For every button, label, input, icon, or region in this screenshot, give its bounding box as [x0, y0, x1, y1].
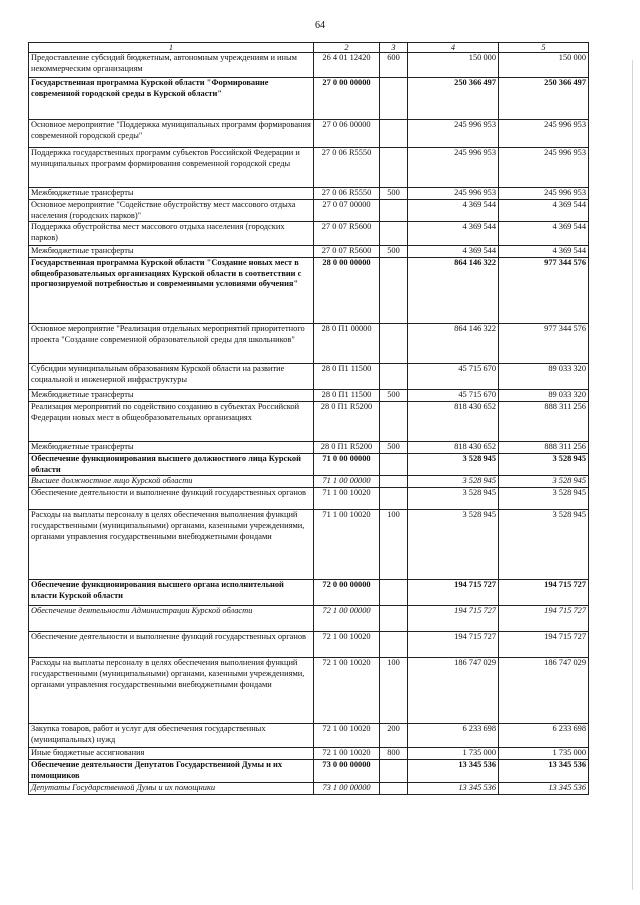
table-row — [29, 488, 589, 510]
row-code-cell: 71 0 00 00000 — [314, 454, 380, 476]
table-row — [29, 246, 589, 258]
table-row — [29, 510, 589, 580]
table-row — [29, 606, 589, 632]
table-row — [29, 120, 589, 148]
row-type-cell — [380, 454, 408, 476]
row-code-cell: 71 1 00 00000 — [314, 476, 380, 488]
row-code-cell: 72 1 00 10020 — [314, 632, 380, 658]
row-value-2020-cell: 888 311 256 — [499, 402, 589, 442]
row-name-cell: Обеспечение деятельности Администрации Курской области — [29, 606, 314, 632]
row-value-2020-cell: 4 369 544 — [499, 200, 589, 222]
table-row — [29, 782, 589, 794]
row-type-cell — [380, 402, 408, 442]
row-value-2019-cell: 4 369 544 — [408, 200, 499, 222]
table-row — [29, 188, 589, 200]
row-value-2020-cell: 194 715 727 — [499, 606, 589, 632]
row-name-cell: Расходы на выплаты персоналу в целях обеспечения выполнения функций государственными (муниципальными) органами, казенными учреждениями, органами управления государственными внебюджетными фондами — [29, 510, 314, 580]
row-value-2019-cell: 6 233 698 — [408, 724, 499, 748]
row-code-cell: 71 1 00 10020 — [314, 510, 380, 580]
header-cell: 1 — [29, 43, 314, 53]
row-code-cell: 27 0 06 R5550 — [314, 148, 380, 188]
row-name-cell: Реализация мероприятий по содействию созданию в субъектах Российской Федерации новых мест в общеобразовательных организациях — [29, 402, 314, 442]
row-value-2019-cell: 245 996 953 — [408, 120, 499, 148]
row-value-2019-cell: 45 715 670 — [408, 390, 499, 402]
row-name-cell: Государственная программа Курской области "Формирование современной городской среды в Курской области" — [29, 78, 314, 120]
row-code-cell: 27 0 07 00000 — [314, 200, 380, 222]
row-code-cell: 28 0 П1 R5200 — [314, 402, 380, 442]
row-type-cell — [380, 632, 408, 658]
row-type-cell — [380, 488, 408, 510]
row-value-2020-cell: 3 528 945 — [499, 488, 589, 510]
table-row — [29, 632, 589, 658]
row-code-cell: 28 0 П1 11500 — [314, 364, 380, 390]
row-name-cell: Иные бюджетные ассигнования — [29, 748, 314, 760]
row-name-cell: Основное мероприятие "Содействие обустройству мест массового отдыха населения (городских парков)" — [29, 200, 314, 222]
row-name-cell: Высшее должностное лицо Курской области — [29, 476, 314, 488]
row-value-2019-cell: 245 996 953 — [408, 148, 499, 188]
row-name-cell: Межбюджетные трансферты — [29, 390, 314, 402]
row-code-cell: 72 1 00 10020 — [314, 724, 380, 748]
page-number: 64 — [315, 20, 325, 31]
header-cell: 3 — [380, 43, 408, 53]
row-type-cell — [380, 148, 408, 188]
row-value-2019-cell: 818 430 652 — [408, 442, 499, 454]
row-value-2020-cell: 977 344 576 — [499, 258, 589, 324]
row-code-cell: 73 0 00 00000 — [314, 760, 380, 782]
row-name-cell: Межбюджетные трансферты — [29, 442, 314, 454]
row-value-2020-cell: 245 996 953 — [499, 188, 589, 200]
row-name-cell: Поддержка государственных программ субъектов Российской Федерации и муниципальных программ формирования современной городской среды — [29, 148, 314, 188]
row-value-2020-cell: 4 369 544 — [499, 246, 589, 258]
row-type-cell — [380, 476, 408, 488]
row-code-cell: 26 4 01 12420 — [314, 53, 380, 78]
row-name-cell: Расходы на выплаты персоналу в целях обеспечения выполнения функций государственными (муниципальными) органами, казенными учреждениями, органами управления государственными внебюджетными фондами — [29, 658, 314, 724]
row-type-cell — [380, 324, 408, 364]
row-type-cell — [380, 364, 408, 390]
table-row — [29, 53, 589, 78]
row-name-cell: Обеспечение функционирования высшего органа исполнительной власти Курской области — [29, 580, 314, 606]
row-name-cell: Обеспечение функционирования высшего должностного лица Курской области — [29, 454, 314, 476]
row-code-cell: 27 0 06 00000 — [314, 120, 380, 148]
row-value-2020-cell: 4 369 544 — [499, 222, 589, 246]
row-code-cell: 28 0 П1 11500 — [314, 390, 380, 402]
row-value-2019-cell: 245 996 953 — [408, 188, 499, 200]
row-value-2019-cell: 186 747 029 — [408, 658, 499, 724]
row-type-cell: 500 — [380, 246, 408, 258]
row-value-2019-cell: 194 715 727 — [408, 632, 499, 658]
row-value-2020-cell: 150 000 — [499, 53, 589, 78]
row-type-cell — [380, 200, 408, 222]
table-row — [29, 760, 589, 782]
row-code-cell: 72 1 00 10020 — [314, 658, 380, 724]
table-row — [29, 148, 589, 188]
row-type-cell — [380, 760, 408, 782]
row-name-cell: Обеспечение деятельности и выполнение функций государственных органов — [29, 632, 314, 658]
row-code-cell: 72 0 00 00000 — [314, 580, 380, 606]
row-value-2019-cell: 150 000 — [408, 53, 499, 78]
row-code-cell: 27 0 06 R5550 — [314, 188, 380, 200]
row-name-cell: Межбюджетные трансферты — [29, 188, 314, 200]
row-value-2019-cell: 1 735 000 — [408, 748, 499, 760]
table-row — [29, 78, 589, 120]
row-name-cell: Межбюджетные трансферты — [29, 246, 314, 258]
row-name-cell: Обеспечение деятельности Депутатов Государственной Думы и их помощников — [29, 760, 314, 782]
table-row — [29, 402, 589, 442]
table-row — [29, 724, 589, 748]
row-value-2019-cell: 13 345 536 — [408, 760, 499, 782]
table-row — [29, 748, 589, 760]
row-code-cell: 28 0 П1 00000 — [314, 324, 380, 364]
row-value-2020-cell: 194 715 727 — [499, 632, 589, 658]
scan-edge-line — [632, 60, 633, 890]
row-code-cell: 27 0 00 00000 — [314, 78, 380, 120]
row-name-cell: Предоставление субсидий бюджетным, автономным учреждениям и иным некоммерческим организациям — [29, 53, 314, 78]
row-value-2020-cell: 245 996 953 — [499, 148, 589, 188]
row-value-2019-cell: 864 146 322 — [408, 258, 499, 324]
row-code-cell: 71 1 00 10020 — [314, 488, 380, 510]
row-name-cell: Государственная программа Курской области "Создание новых мест в общеобразовательных организациях Курской области в соответствии с прогнозируемой потребностью и современными условиями обучения" — [29, 258, 314, 324]
row-name-cell: Основное мероприятие "Реализация отдельных мероприятий приоритетного проекта "Создание современной образовательной среды для школьников" — [29, 324, 314, 364]
row-value-2020-cell: 186 747 029 — [499, 658, 589, 724]
table-row — [29, 364, 589, 390]
row-name-cell: Обеспечение деятельности и выполнение функций государственных органов — [29, 488, 314, 510]
row-value-2020-cell: 89 033 320 — [499, 364, 589, 390]
row-type-cell: 500 — [380, 442, 408, 454]
header-cell: 4 — [408, 43, 499, 53]
row-value-2020-cell: 13 345 536 — [499, 760, 589, 782]
table-row — [29, 580, 589, 606]
row-value-2020-cell: 6 233 698 — [499, 724, 589, 748]
row-name-cell: Депутаты Государственной Думы и их помощники — [29, 782, 314, 794]
row-value-2020-cell: 3 528 945 — [499, 454, 589, 476]
row-value-2019-cell: 4 369 544 — [408, 222, 499, 246]
table-row — [29, 658, 589, 724]
row-value-2020-cell: 3 528 945 — [499, 476, 589, 488]
header-cell: 5 — [499, 43, 589, 53]
row-type-cell: 100 — [380, 510, 408, 580]
row-value-2019-cell: 13 345 536 — [408, 782, 499, 794]
row-type-cell — [380, 606, 408, 632]
row-type-cell: 800 — [380, 748, 408, 760]
row-name-cell: Субсидии муниципальным образованиям Курской области на развитие социальной и инженерной инфраструктуры — [29, 364, 314, 390]
row-value-2020-cell: 13 345 536 — [499, 782, 589, 794]
row-name-cell: Основное мероприятие "Поддержка муниципальных программ формирования современной городской среды" — [29, 120, 314, 148]
table-row — [29, 258, 589, 324]
table-row — [29, 222, 589, 246]
row-type-cell — [380, 258, 408, 324]
table-row — [29, 324, 589, 364]
row-value-2020-cell: 245 996 953 — [499, 120, 589, 148]
row-type-cell — [380, 580, 408, 606]
row-type-cell: 100 — [380, 658, 408, 724]
table-row — [29, 390, 589, 402]
row-value-2019-cell: 864 146 322 — [408, 324, 499, 364]
row-value-2020-cell: 1 735 000 — [499, 748, 589, 760]
row-type-cell — [380, 782, 408, 794]
row-code-cell: 28 0 00 00000 — [314, 258, 380, 324]
row-value-2019-cell: 3 528 945 — [408, 488, 499, 510]
table-header-row — [29, 43, 589, 53]
row-code-cell: 72 1 00 00000 — [314, 606, 380, 632]
row-value-2020-cell: 194 715 727 — [499, 580, 589, 606]
row-value-2019-cell: 3 528 945 — [408, 454, 499, 476]
row-value-2019-cell: 3 528 945 — [408, 476, 499, 488]
row-code-cell: 28 0 П1 R5200 — [314, 442, 380, 454]
row-type-cell: 500 — [380, 188, 408, 200]
row-type-cell — [380, 120, 408, 148]
row-type-cell: 500 — [380, 390, 408, 402]
row-type-cell: 600 — [380, 53, 408, 78]
row-name-cell: Закупка товаров, работ и услуг для обеспечения государственных (муниципальных) нужд — [29, 724, 314, 748]
row-code-cell: 72 1 00 10020 — [314, 748, 380, 760]
row-type-cell — [380, 222, 408, 246]
row-type-cell — [380, 78, 408, 120]
row-value-2020-cell: 89 033 320 — [499, 390, 589, 402]
table-row — [29, 200, 589, 222]
table-row — [29, 476, 589, 488]
row-code-cell: 27 0 07 R5600 — [314, 222, 380, 246]
row-value-2020-cell: 977 344 576 — [499, 324, 589, 364]
row-code-cell: 27 0 07 R5600 — [314, 246, 380, 258]
table-row — [29, 454, 589, 476]
row-value-2020-cell: 3 528 945 — [499, 510, 589, 580]
budget-table — [28, 42, 589, 795]
row-value-2019-cell: 250 366 497 — [408, 78, 499, 120]
row-value-2019-cell: 818 430 652 — [408, 402, 499, 442]
row-type-cell: 200 — [380, 724, 408, 748]
row-value-2019-cell: 45 715 670 — [408, 364, 499, 390]
row-value-2019-cell: 194 715 727 — [408, 606, 499, 632]
row-value-2019-cell: 194 715 727 — [408, 580, 499, 606]
table-row — [29, 442, 589, 454]
header-cell: 2 — [314, 43, 380, 53]
row-value-2019-cell: 3 528 945 — [408, 510, 499, 580]
row-code-cell: 73 1 00 00000 — [314, 782, 380, 794]
row-value-2019-cell: 4 369 544 — [408, 246, 499, 258]
row-name-cell: Поддержка обустройства мест массового отдыха населения (городских парков) — [29, 222, 314, 246]
row-value-2020-cell: 888 311 256 — [499, 442, 589, 454]
row-value-2020-cell: 250 366 497 — [499, 78, 589, 120]
